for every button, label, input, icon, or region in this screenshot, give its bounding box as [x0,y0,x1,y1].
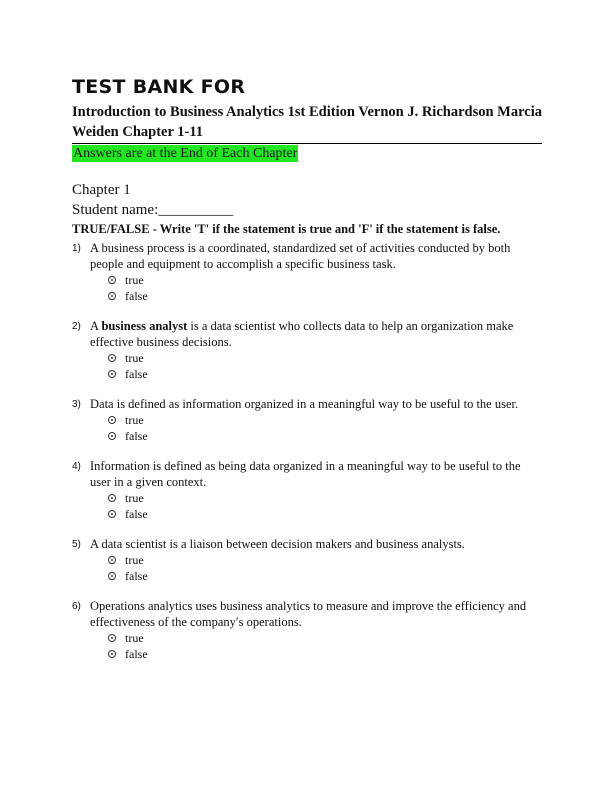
question [72,598,542,662]
option-false[interactable] [108,428,542,444]
option-true[interactable] [108,350,542,366]
option-label: true [125,631,144,645]
radio-icon[interactable] [108,370,116,378]
answers-note: Answers are at the End of Each Chapter [73,146,298,161]
radio-icon[interactable] [108,634,116,642]
option-label: true [125,413,144,427]
option-label: true [125,351,144,365]
option-label: false [125,647,148,661]
option-label: true [125,553,144,567]
option-false[interactable] [108,568,542,584]
question-number: 6) [72,601,81,612]
question-number: 5) [72,539,81,550]
question-text: Data is defined as information organized in a meaningful way to be useful to the user. [90,397,519,411]
question [72,458,542,522]
radio-icon[interactable] [108,432,116,440]
instructions: TRUE/FALSE - Write 'T' if the statement is true and 'F' if the statement is false. [72,222,501,236]
question [72,318,542,382]
question-number: 3) [72,399,81,410]
option-label: true [125,491,144,505]
question-text: Operations analytics uses business analytics to measure and improve the efficiency and effectiveness of the company′s operations. [90,599,527,629]
option-true[interactable] [108,412,542,428]
option-true[interactable] [108,552,542,568]
question-text: A data scientist is a liaison between decision makers and business analysts. [90,537,465,551]
option-false[interactable] [108,366,542,382]
chapter-heading: Chapter 1 [72,182,131,198]
radio-icon[interactable] [108,572,116,580]
option-false[interactable] [108,506,542,522]
option-label: false [125,569,148,583]
document-page [72,72,542,662]
option-false[interactable] [108,646,542,662]
option-label: false [125,367,148,381]
question [72,240,542,304]
question [72,536,542,584]
doc-subtitle: Introduction to Business Analytics 1st Edition Vernon J. Richardson Marcia Weiden Chapter 1-11 [72,102,542,144]
radio-icon[interactable] [108,494,116,502]
option-true[interactable] [108,490,542,506]
doc-title: TEST BANK FOR [72,76,246,98]
radio-icon[interactable] [108,292,116,300]
question-text: A business analyst is a data scientist who collects data to help an organization make effective business decisions. [90,319,514,349]
radio-icon[interactable] [108,556,116,564]
option-label: false [125,429,148,443]
radio-icon[interactable] [108,354,116,362]
bold-term: business analyst [101,319,188,333]
question-text: A business process is a coordinated, standardized set of activities conducted by both people and equipment to accomplish a specific business task. [90,241,511,271]
question [72,396,542,444]
radio-icon[interactable] [108,650,116,658]
option-true[interactable] [108,272,542,288]
question-number: 2) [72,321,81,332]
question-text: Information is defined as being data organized in a meaningful way to be useful to the user in a given context. [90,459,521,489]
radio-icon[interactable] [108,276,116,284]
radio-icon[interactable] [108,510,116,518]
option-label: true [125,273,144,287]
option-true[interactable] [108,630,542,646]
option-label: false [125,289,148,303]
radio-icon[interactable] [108,416,116,424]
question-number: 1) [72,243,81,254]
option-false[interactable] [108,288,542,304]
option-label: false [125,507,148,521]
student-name-line: Student name:__________ [72,202,234,218]
question-number: 4) [72,461,81,472]
